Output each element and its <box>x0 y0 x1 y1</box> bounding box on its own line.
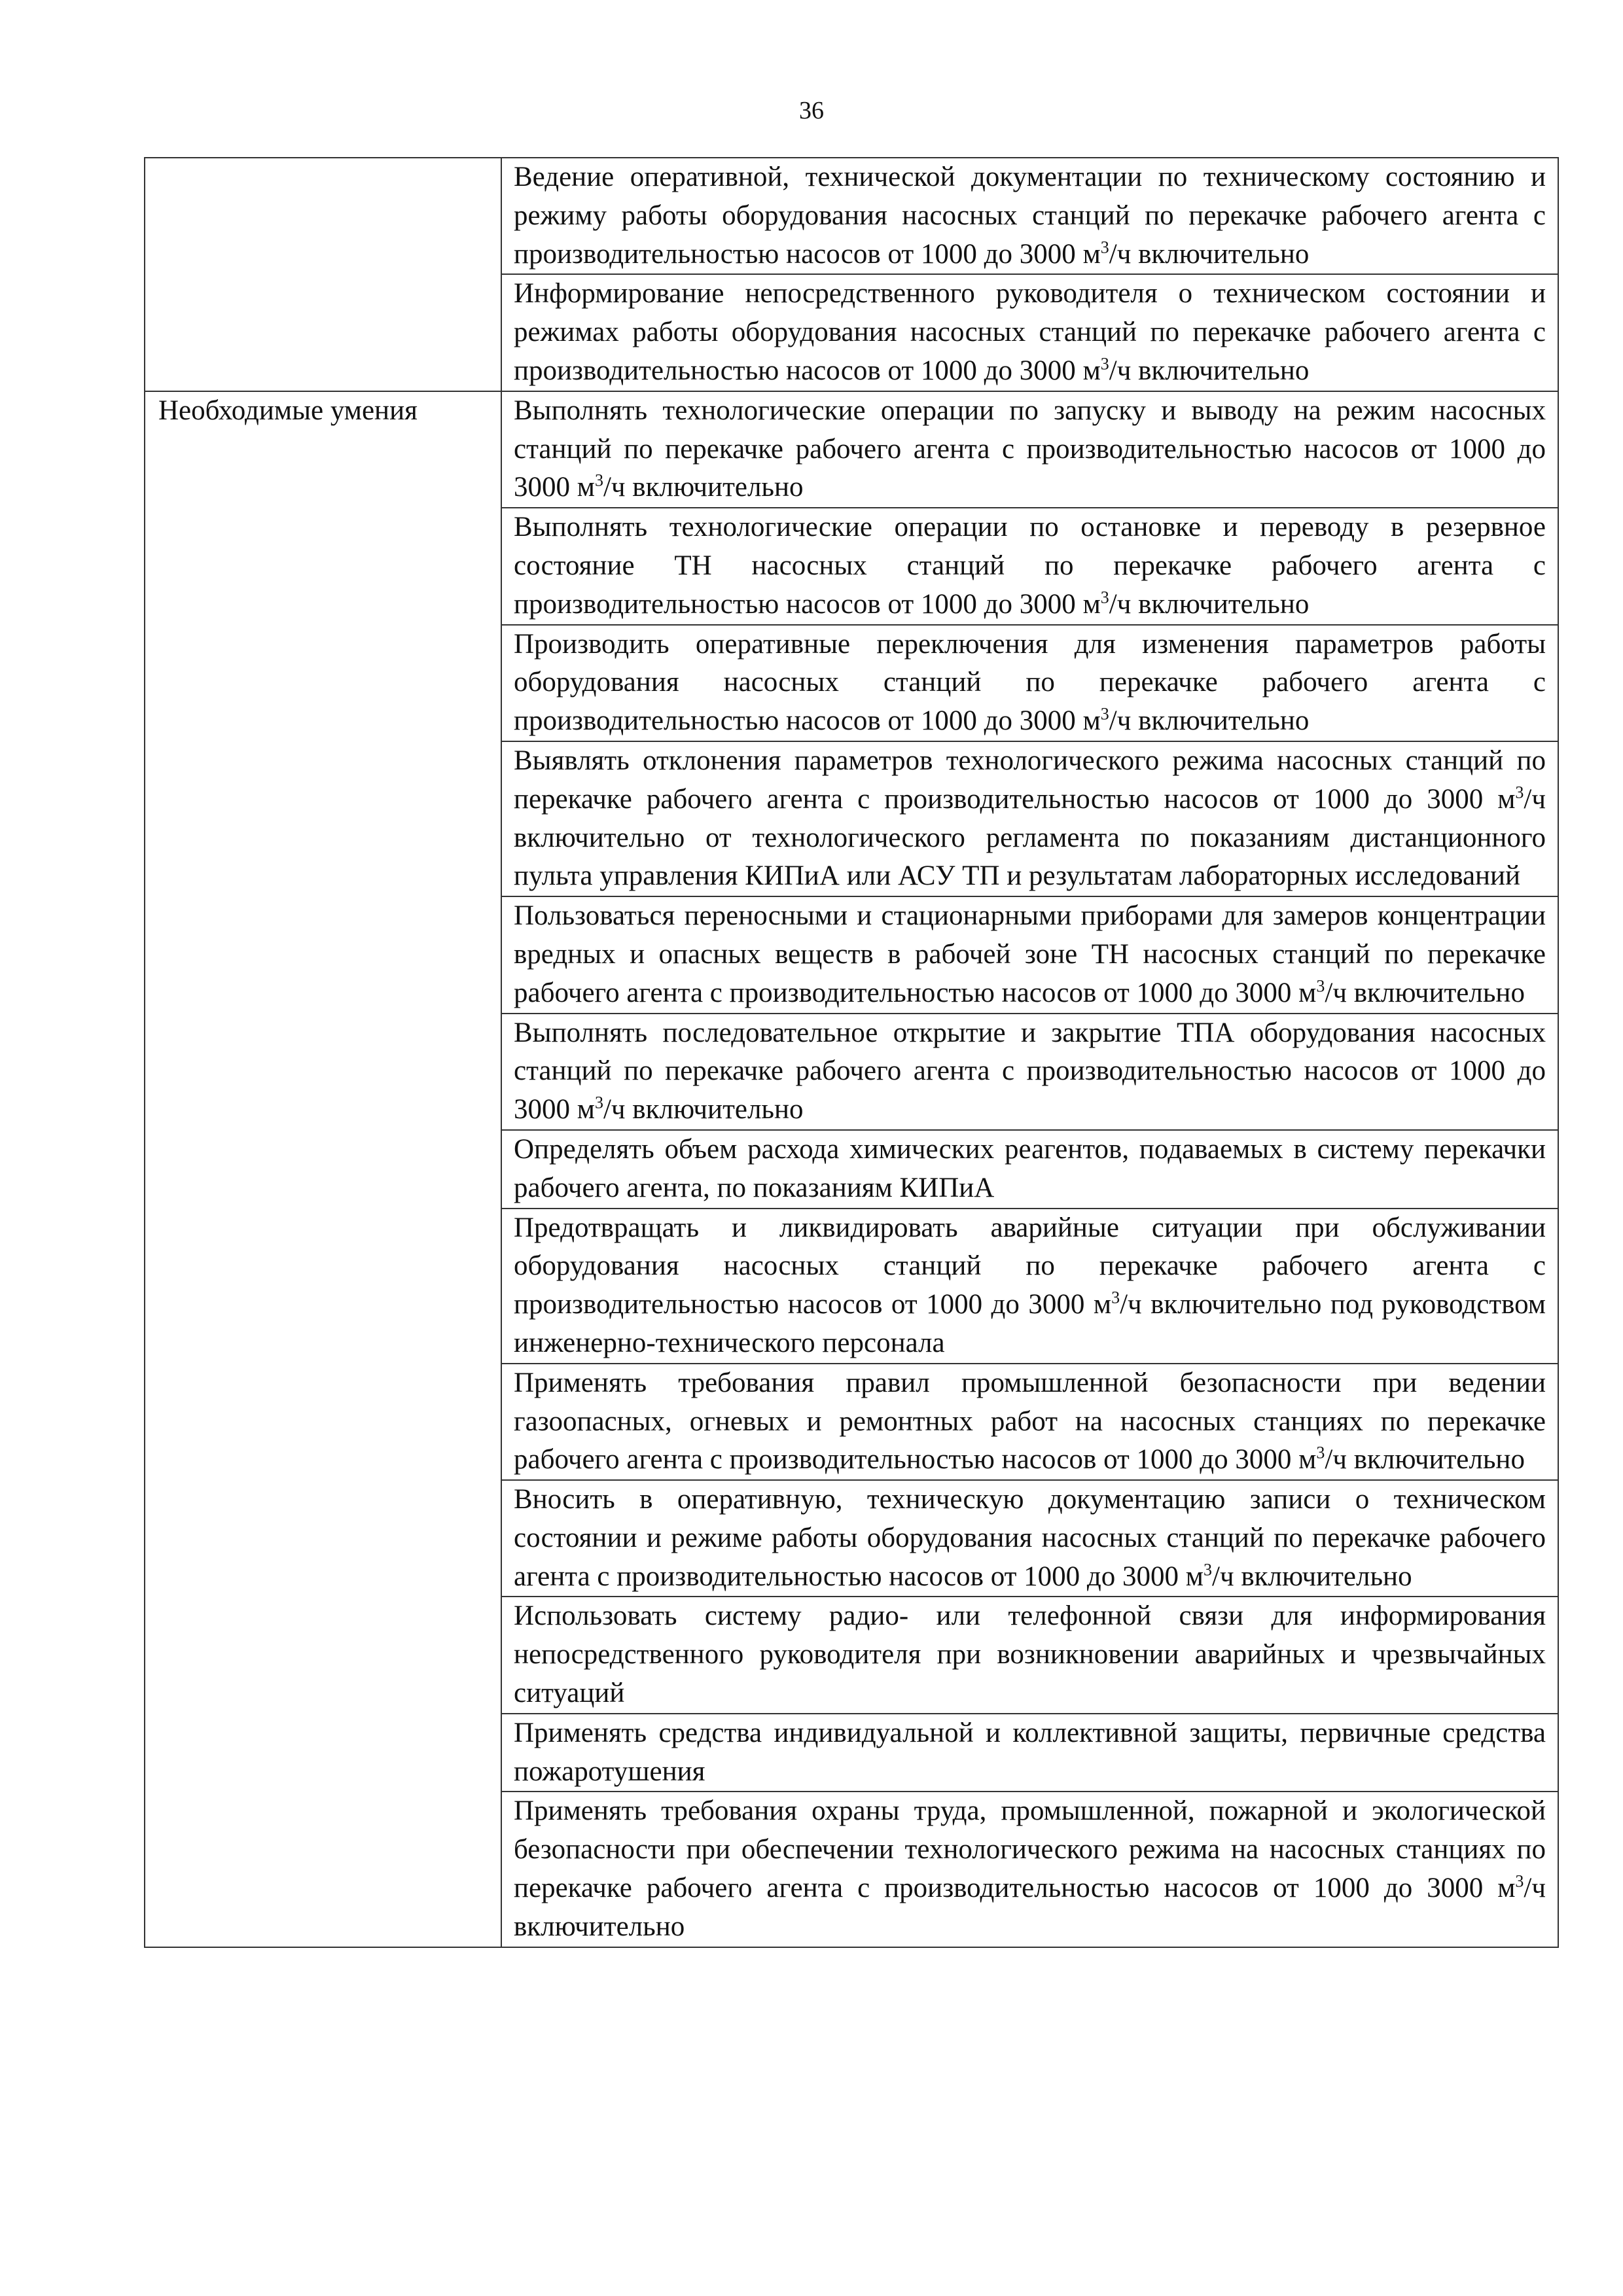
requirement-text: Определять объем расхода химических реагентов, подаваемых в систему перекачки рабочего агента, по показаниям КИПиА <box>514 1133 1546 1203</box>
unit-base: м <box>1082 238 1101 270</box>
requirement-cell <box>501 1714 1558 1792</box>
unit-base: м <box>1082 705 1101 737</box>
requirement-text: Применять требования правил промышленной безопасности при ведении газоопасных, огневых и ремонтных работ на насосных станциях по перекачке рабочего агента с производительностью насосов от 1000 до 3000 <box>514 1367 1546 1475</box>
table-row <box>145 158 1558 274</box>
unit-base: м <box>1497 1873 1516 1904</box>
competency-table <box>144 157 1559 1948</box>
section-label-cell <box>145 391 501 1947</box>
requirement-cell <box>501 274 1558 391</box>
requirement-text: Выявлять отклонения параметров технологического режима насосных станций по перекачке рабочего агента с производительностью насосов от 1000 до 3000 м <box>514 745 1546 815</box>
requirement-cell <box>501 1792 1558 1947</box>
requirement-text: Вносить в оперативную, техническую документацию записи о техническом состоянии и режиме работы оборудования насосных станций по перекачке рабочего агента с производительностью насосов от 1000 до 3000 <box>514 1484 1546 1592</box>
section-label-cell <box>145 158 501 391</box>
unit-suffix: /ч включительно <box>1109 705 1310 737</box>
unit-exponent: 3 <box>1100 354 1109 374</box>
unit-exponent: 3 <box>1111 1288 1120 1307</box>
unit-exponent: 3 <box>594 1093 603 1112</box>
requirement-cell <box>501 741 1558 896</box>
unit-exponent: 3 <box>594 471 603 491</box>
unit-suffix: /ч включительно <box>1325 1444 1525 1475</box>
unit-suffix: /ч включительно <box>1325 977 1525 1008</box>
unit-exponent: 3 <box>1316 976 1325 996</box>
requirement-text: Информирование непосредственного руководителя о техническом состоянии и режимах работы оборудования насосных станций по перекачке рабочего агента с производительностью насосов от 1000 до 3000 <box>514 278 1546 386</box>
unit-exponent: 3 <box>1100 704 1109 724</box>
requirement-cell <box>501 1014 1558 1130</box>
unit-suffix: /ч включительно <box>514 1873 1546 1942</box>
unit-base: м <box>1298 977 1317 1008</box>
requirement-cell <box>501 158 1558 274</box>
requirement-cell <box>501 391 1558 508</box>
unit-suffix: /ч включительно <box>603 472 804 503</box>
requirement-text: Применять требования охраны труда, промышленной, пожарной и экологической безопасности при обеспечении технологического режима на насосных станциях по перекачке рабочего агента с производительностью насосов от 1000 до 3000 <box>514 1795 1546 1904</box>
requirement-text: Выполнять технологические операции по запуску и выводу на режим насосных станций по перекачке рабочего агента с производительностью насосов от 1000 до 3000 <box>514 395 1546 503</box>
unit-base: м <box>577 1094 595 1125</box>
requirement-cell <box>501 896 1558 1013</box>
requirement-cell <box>501 1597 1558 1713</box>
table-row <box>145 391 1558 508</box>
unit-exponent: 3 <box>1515 1871 1524 1891</box>
page-number: 36 <box>799 97 824 124</box>
unit-suffix: /ч включительно <box>1212 1561 1412 1592</box>
unit-exponent: 3 <box>1100 588 1109 607</box>
requirement-text: Предотвращать и ликвидировать аварийные ситуации при обслуживании оборудования насосных станций по перекачке рабочего агента с производительностью насосов от 1000 до 3000 м <box>514 1212 1546 1320</box>
unit-suffix: /ч включительно <box>603 1094 804 1125</box>
unit-base: м <box>1082 588 1101 620</box>
requirement-cell <box>501 508 1558 624</box>
requirement-text: Выполнять технологические операции по остановке и переводу в резервное состояние ТН насосных станций по перекачке рабочего агента с производительностью насосов от 1000 до 3000 <box>514 512 1546 620</box>
section-label: Необходимые умения <box>158 395 418 426</box>
unit-exponent: 3 <box>1316 1443 1325 1462</box>
unit-exponent: 3 <box>1204 1560 1213 1580</box>
requirement-cell <box>501 1480 1558 1597</box>
unit-base: м <box>577 472 595 503</box>
requirement-text: Производить оперативные переключения для изменения параметров работы оборудования насосных станций по перекачке рабочего агента с производительностью насосов от 1000 до 3000 <box>514 628 1546 737</box>
unit-suffix: /ч включительно <box>1109 588 1310 620</box>
requirement-text: Применять средства индивидуальной и коллективной защиты, первичные средства пожаротушения <box>514 1717 1546 1787</box>
requirement-text-tail: /ч включительно от технологического регламента по показаниям дистанционного пульта управления КИПиА или АСУ ТП и результатам лабораторных исследований <box>514 783 1546 892</box>
unit-base: м <box>1082 355 1101 386</box>
unit-base: м <box>1298 1444 1317 1475</box>
requirement-cell <box>501 625 1558 741</box>
requirement-cell <box>501 1209 1558 1364</box>
unit-exponent: 3 <box>1100 238 1109 257</box>
unit-suffix: /ч включительно <box>1109 238 1310 270</box>
requirement-text: Ведение оперативной, технической документации по техническому состоянию и режиму работы оборудования насосных станций по перекачке рабочего агента с производительностью насосов от 1000 до 3000 <box>514 162 1546 270</box>
unit-exponent: 3 <box>1515 783 1524 802</box>
requirement-text: Выполнять последовательное открытие и закрытие ТПА оборудования насосных станций по перекачке рабочего агента с производительностью насосов от 1000 до 3000 <box>514 1017 1546 1125</box>
requirement-text-tail: /ч включительно под руководством инженерно-технического персонала <box>514 1289 1546 1358</box>
requirement-text: Пользоваться переносными и стационарными приборами для замеров концентрации вредных и опасных веществ в рабочей зоне ТН насосных станций по перекачке рабочего агента с производительностью насосов от 1000 до 3000 <box>514 900 1546 1008</box>
requirement-cell <box>501 1364 1558 1480</box>
requirement-text: Использовать систему радио- или телефонной связи для информирования непосредственного руководителя при возникновении аварийных и чрезвычайных ситуаций <box>514 1600 1546 1709</box>
unit-base: м <box>1185 1561 1204 1592</box>
unit-suffix: /ч включительно <box>1109 355 1310 386</box>
requirement-cell <box>501 1130 1558 1209</box>
